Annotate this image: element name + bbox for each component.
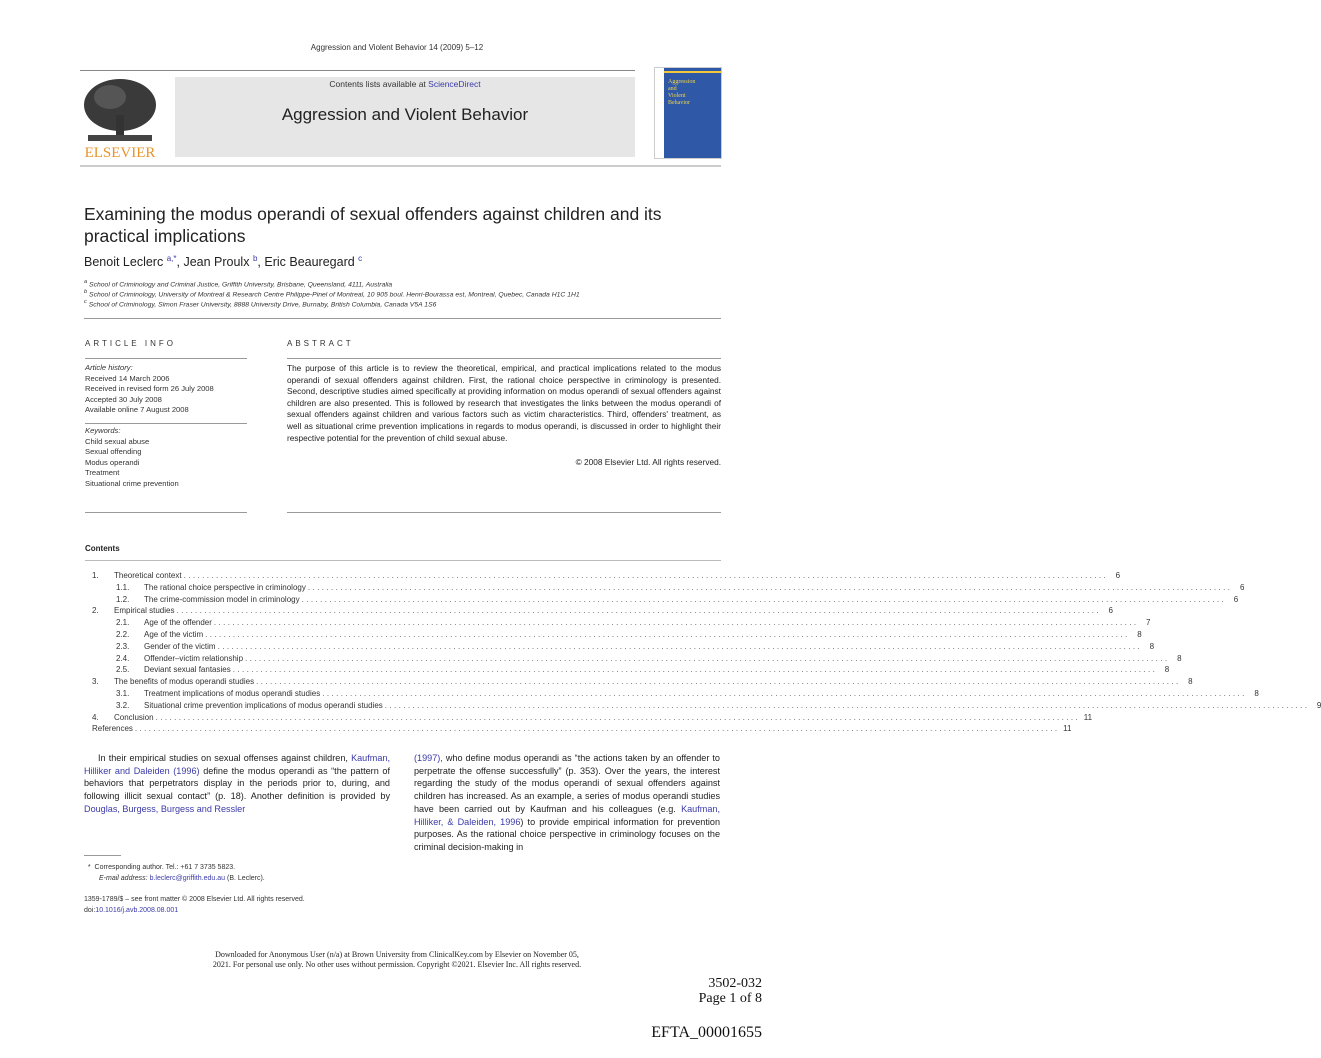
toc-number: 3.2. bbox=[116, 700, 130, 710]
toc-number: 1.1. bbox=[116, 582, 130, 592]
toc-label[interactable]: The crime-commission model in criminology bbox=[144, 594, 300, 604]
toc-entry[interactable] bbox=[92, 712, 1093, 724]
toc-page: 11 bbox=[1083, 712, 1093, 722]
article-title: Examining the modus operandi of sexual offenders against children and its practical implications bbox=[84, 204, 662, 246]
toc-leader-dots: ........................................................................................................................................................................................................ bbox=[213, 618, 1139, 628]
toc-label[interactable]: The rational choice perspective in criminology bbox=[144, 582, 306, 592]
toc-entry[interactable] bbox=[92, 641, 1155, 653]
divider bbox=[80, 70, 635, 71]
toc-page: 6 bbox=[1108, 606, 1113, 616]
toc-entry[interactable] bbox=[92, 582, 1245, 594]
toc-page: 8 bbox=[1149, 641, 1155, 651]
toc-leader-dots: ........................................................................................................................................................................................................ bbox=[232, 665, 1158, 675]
toc-label[interactable]: Deviant sexual fantasies bbox=[144, 665, 231, 675]
cover-title-line: Aggression bbox=[668, 79, 696, 85]
toc-page: 6 bbox=[1115, 571, 1121, 580]
toc-leader-dots: ........................................................................................................................................................................................................ bbox=[245, 653, 1170, 663]
divider bbox=[85, 560, 721, 561]
toc-number: 3. bbox=[92, 677, 99, 687]
toc-number: 2.3. bbox=[116, 641, 130, 651]
front-matter: 1359-1789/$ – see front matter © 2008 Elsevier Ltd. All rights reserved. doi:10.1016/j.avb.2008.08.001 bbox=[84, 896, 305, 914]
toc-entry[interactable] bbox=[92, 723, 1072, 735]
toc-page: 8 bbox=[1254, 688, 1259, 698]
divider bbox=[84, 318, 721, 319]
toc-entry[interactable] bbox=[92, 617, 1151, 629]
contents-heading: Contents bbox=[85, 544, 120, 553]
email-link[interactable]: b.leclerc@griffith.edu.au bbox=[149, 875, 226, 882]
toc-page: 7 bbox=[1145, 618, 1151, 628]
toc-page: 8 bbox=[1164, 665, 1170, 675]
toc-label[interactable]: Situational crime prevention implications of modus operandi studies bbox=[144, 700, 383, 710]
toc-entry[interactable] bbox=[92, 688, 1259, 700]
abstract-heading: ABSTRACT bbox=[287, 339, 354, 348]
elsevier-tree-icon bbox=[80, 75, 160, 159]
toc-entry[interactable] bbox=[92, 664, 1170, 676]
toc-page: 9 bbox=[1316, 700, 1321, 710]
citation-link[interactable]: Douglas, Burgess, Burgess and Ressler bbox=[84, 803, 246, 814]
article-history: Article history: Received 14 March 2006 Received in revised form 26 July 2008 Accepted 30 July 2008 Available online 7 August 2008 bbox=[85, 363, 214, 414]
toc-leader-dots: ........................................................................................................................................................................................................ bbox=[307, 582, 1233, 592]
toc-label[interactable]: Gender of the victim bbox=[144, 641, 216, 651]
toc-entry[interactable] bbox=[92, 700, 1321, 712]
contents-prefix: Contents lists available at bbox=[329, 79, 429, 89]
doi-link[interactable]: 10.1016/j.avb.2008.08.001 bbox=[95, 907, 179, 914]
toc-label[interactable]: Age of the victim bbox=[144, 629, 204, 639]
divider bbox=[85, 512, 247, 513]
citation-link[interactable]: Kaufman, Hilliker and Daleiden (1996) bbox=[84, 753, 390, 776]
toc-page: 6 bbox=[1239, 582, 1245, 592]
toc-entry[interactable] bbox=[92, 629, 1142, 641]
toc-entry[interactable] bbox=[92, 676, 1193, 688]
footnote-divider bbox=[84, 855, 121, 856]
toc-leader-dots: ........................................................................................................................................................................................................ bbox=[384, 700, 1310, 710]
divider bbox=[85, 358, 247, 359]
author-name: Jean Proulx bbox=[183, 255, 250, 270]
author-affiliation-link[interactable]: b bbox=[252, 254, 258, 263]
toc-entry[interactable] bbox=[92, 653, 1182, 665]
author-affiliation-link[interactable]: c bbox=[358, 254, 363, 263]
author-affiliation-link[interactable]: a,* bbox=[166, 254, 177, 263]
journal-title: Aggression and Violent Behavior bbox=[281, 105, 529, 124]
toc-page: 11 bbox=[1063, 724, 1072, 734]
affiliation: $^a$ School of Criminology and Criminal Justice, Griffith University, Brisbane, Queensland, 4111, Australia bbox=[84, 279, 393, 289]
author-name: Eric Beauregard bbox=[264, 255, 355, 270]
toc-entry[interactable] bbox=[92, 605, 1113, 617]
keywords: Keywords: Child sexual abuse Sexual offending Modus operandi Treatment Situational crime prevention bbox=[85, 426, 179, 488]
abstract-copyright: © 2008 Elsevier Ltd. All rights reserved. bbox=[575, 457, 721, 467]
toc-leader-dots: ........................................................................................................................................................................................................ bbox=[217, 641, 1143, 651]
cover-title-line: Behavior bbox=[668, 100, 690, 106]
toc-leader-dots: ........................................................................................................................................................................................................ bbox=[155, 712, 1081, 722]
toc-page: 6 bbox=[1233, 594, 1239, 604]
author-name: Benoit Leclerc bbox=[84, 255, 164, 270]
divider bbox=[85, 423, 247, 424]
footnote: * Corresponding author. Tel.: +61 7 3735 5823. E-mail address: b.leclerc@griffith.edu.au (B. Leclerc). bbox=[87, 864, 265, 882]
table-of-contents bbox=[92, 570, 1321, 735]
toc-leader-dots: ........................................................................................................................................................................................................ bbox=[301, 594, 1227, 604]
toc-leader-dots: ........................................................................................................................................................................................................ bbox=[134, 724, 1060, 734]
toc-leader-dots: ........................................................................................................................................................................................................ bbox=[322, 688, 1247, 698]
article-info-heading: ARTICLE INFO bbox=[85, 339, 176, 348]
citation-link[interactable]: (1997), bbox=[414, 753, 443, 763]
body-column-right: (1997), who define modus operandi as “the actions taken by an offender to perpetrate the offense successfully” (p. 353). Over the years, the interest regarding the study of the modus operandi of sexual offenders against children has increased. As an example, a series of modus operandi studies have been carried out by Kaufman and his colleagues (e.g. Kaufman, Hilliker, & Daleiden, 1996) to provide empirical information for prevention purposes. As the rational choice perspective in criminology focuses on the criminal decision-making in bbox=[414, 753, 720, 852]
divider bbox=[287, 358, 721, 359]
toc-number: 1.2. bbox=[116, 594, 130, 604]
toc-page: 8 bbox=[1188, 677, 1193, 687]
toc-leader-dots: ........................................................................................................................................................................................................ bbox=[176, 606, 1101, 616]
abstract-text: The purpose of this article is to review the theoretical, empirical, and practical implications related to the modus operandi of sexual offenders against children. First, the rational choice perspective in criminology is presented. Second, descriptive studies aimed specifically at providing information on modus operandi of sexual offenders against children are also presented. This is followed by research that investigates the links between the modus operandi of sexual offenders against children and various factors such as victim characteristics. Third, offenders' treatment, as well as situational crime prevention implications in regards to modus operandi, is discussed in order to highlight their respective potential for the prevention of child sexual abuse. bbox=[287, 363, 721, 443]
divider bbox=[287, 512, 721, 513]
journal-cover bbox=[655, 68, 721, 158]
toc-number: 2.5. bbox=[116, 665, 130, 675]
toc-label[interactable]: References bbox=[92, 724, 133, 734]
toc-number: 1. bbox=[92, 571, 99, 580]
toc-label[interactable]: Treatment implications of modus operandi studies bbox=[144, 688, 321, 698]
toc-number: 3.1. bbox=[116, 688, 130, 698]
divider bbox=[80, 165, 721, 167]
download-notice: Downloaded for Anonymous User (n/a) at Brown University from ClinicalKey.com by Elsevier on November 05, 2021. For personal use only. No other uses without permission. Copyright ©2021. Elsevier Inc. All rights reserved. bbox=[212, 950, 582, 969]
toc-entry[interactable] bbox=[92, 570, 1121, 582]
toc-number: 2.4. bbox=[116, 653, 130, 663]
toc-number: 2. bbox=[92, 606, 99, 616]
toc-label[interactable]: Age of the offender bbox=[144, 618, 212, 628]
toc-label[interactable]: Empirical studies bbox=[114, 606, 175, 616]
elsevier-logo bbox=[80, 75, 160, 159]
toc-number: 2.1. bbox=[116, 618, 130, 628]
toc-label[interactable]: The benefits of modus operandi studies bbox=[114, 677, 255, 687]
citation-link[interactable]: Kaufman, Hilliker, & Daleiden, 1996 bbox=[414, 803, 720, 827]
toc-label[interactable]: Conclusion bbox=[114, 712, 154, 722]
affiliation: $^c$ School of Criminology, Simon Fraser University, 8888 University Drive, Burnaby, British Columbia, Canada V5A 1S6 bbox=[84, 299, 437, 309]
journal-masthead bbox=[175, 77, 635, 157]
body-column-left: In their empirical studies on sexual offenses against children, Kaufman, Hilliker and Daleiden (1996) define the modus operandi as “the pattern of behaviors that perpetrators display in the periods prior to, during, and following illicit sexual contact” (p. 18). Another definition is provided by Douglas, Burgess, Burgess and Ressler bbox=[84, 753, 390, 814]
cover-title-line: and bbox=[668, 86, 677, 92]
toc-leader-dots: ........................................................................................................................................................................................................ bbox=[256, 677, 1181, 687]
author-list: Benoit Leclerc $^{a,*}$, Jean Proulx $^b$, Eric Beauregard $^c$ bbox=[84, 254, 363, 270]
running-head: Aggression and Violent Behavior 14 (2009) 5–12 bbox=[310, 43, 484, 52]
cover-title-line: Violent bbox=[668, 93, 686, 99]
toc-number: 2.2. bbox=[116, 629, 130, 639]
toc-leader-dots: ........................................................................................................................................................................................................ bbox=[183, 571, 1109, 580]
toc-label[interactable]: Offender–victim relationship bbox=[144, 653, 244, 663]
affiliation: $^b$ School of Criminology, University of Montreal & Research Centre Philippe-Pinel of Montreal, 10 905 boul. Henri-Bourassa est, Montreal, Quebec, Canada H1C 1H1 bbox=[84, 289, 580, 299]
toc-entry[interactable] bbox=[92, 594, 1239, 606]
toc-page: 8 bbox=[1177, 653, 1182, 663]
toc-label[interactable]: Theoretical context bbox=[114, 571, 182, 580]
efta-number: EFTA_00001655 bbox=[651, 1024, 762, 1041]
svg-text:ELSEVIER: ELSEVIER bbox=[84, 145, 156, 161]
toc-number: 4. bbox=[92, 712, 99, 722]
sciencedirect-link[interactable]: ScienceDirect bbox=[428, 79, 481, 89]
toc-leader-dots: ........................................................................................................................................................................................................ bbox=[205, 629, 1130, 639]
toc-page: 8 bbox=[1137, 629, 1142, 639]
document-stamp: 3502-032 Page 1 of 8 bbox=[698, 976, 762, 1006]
